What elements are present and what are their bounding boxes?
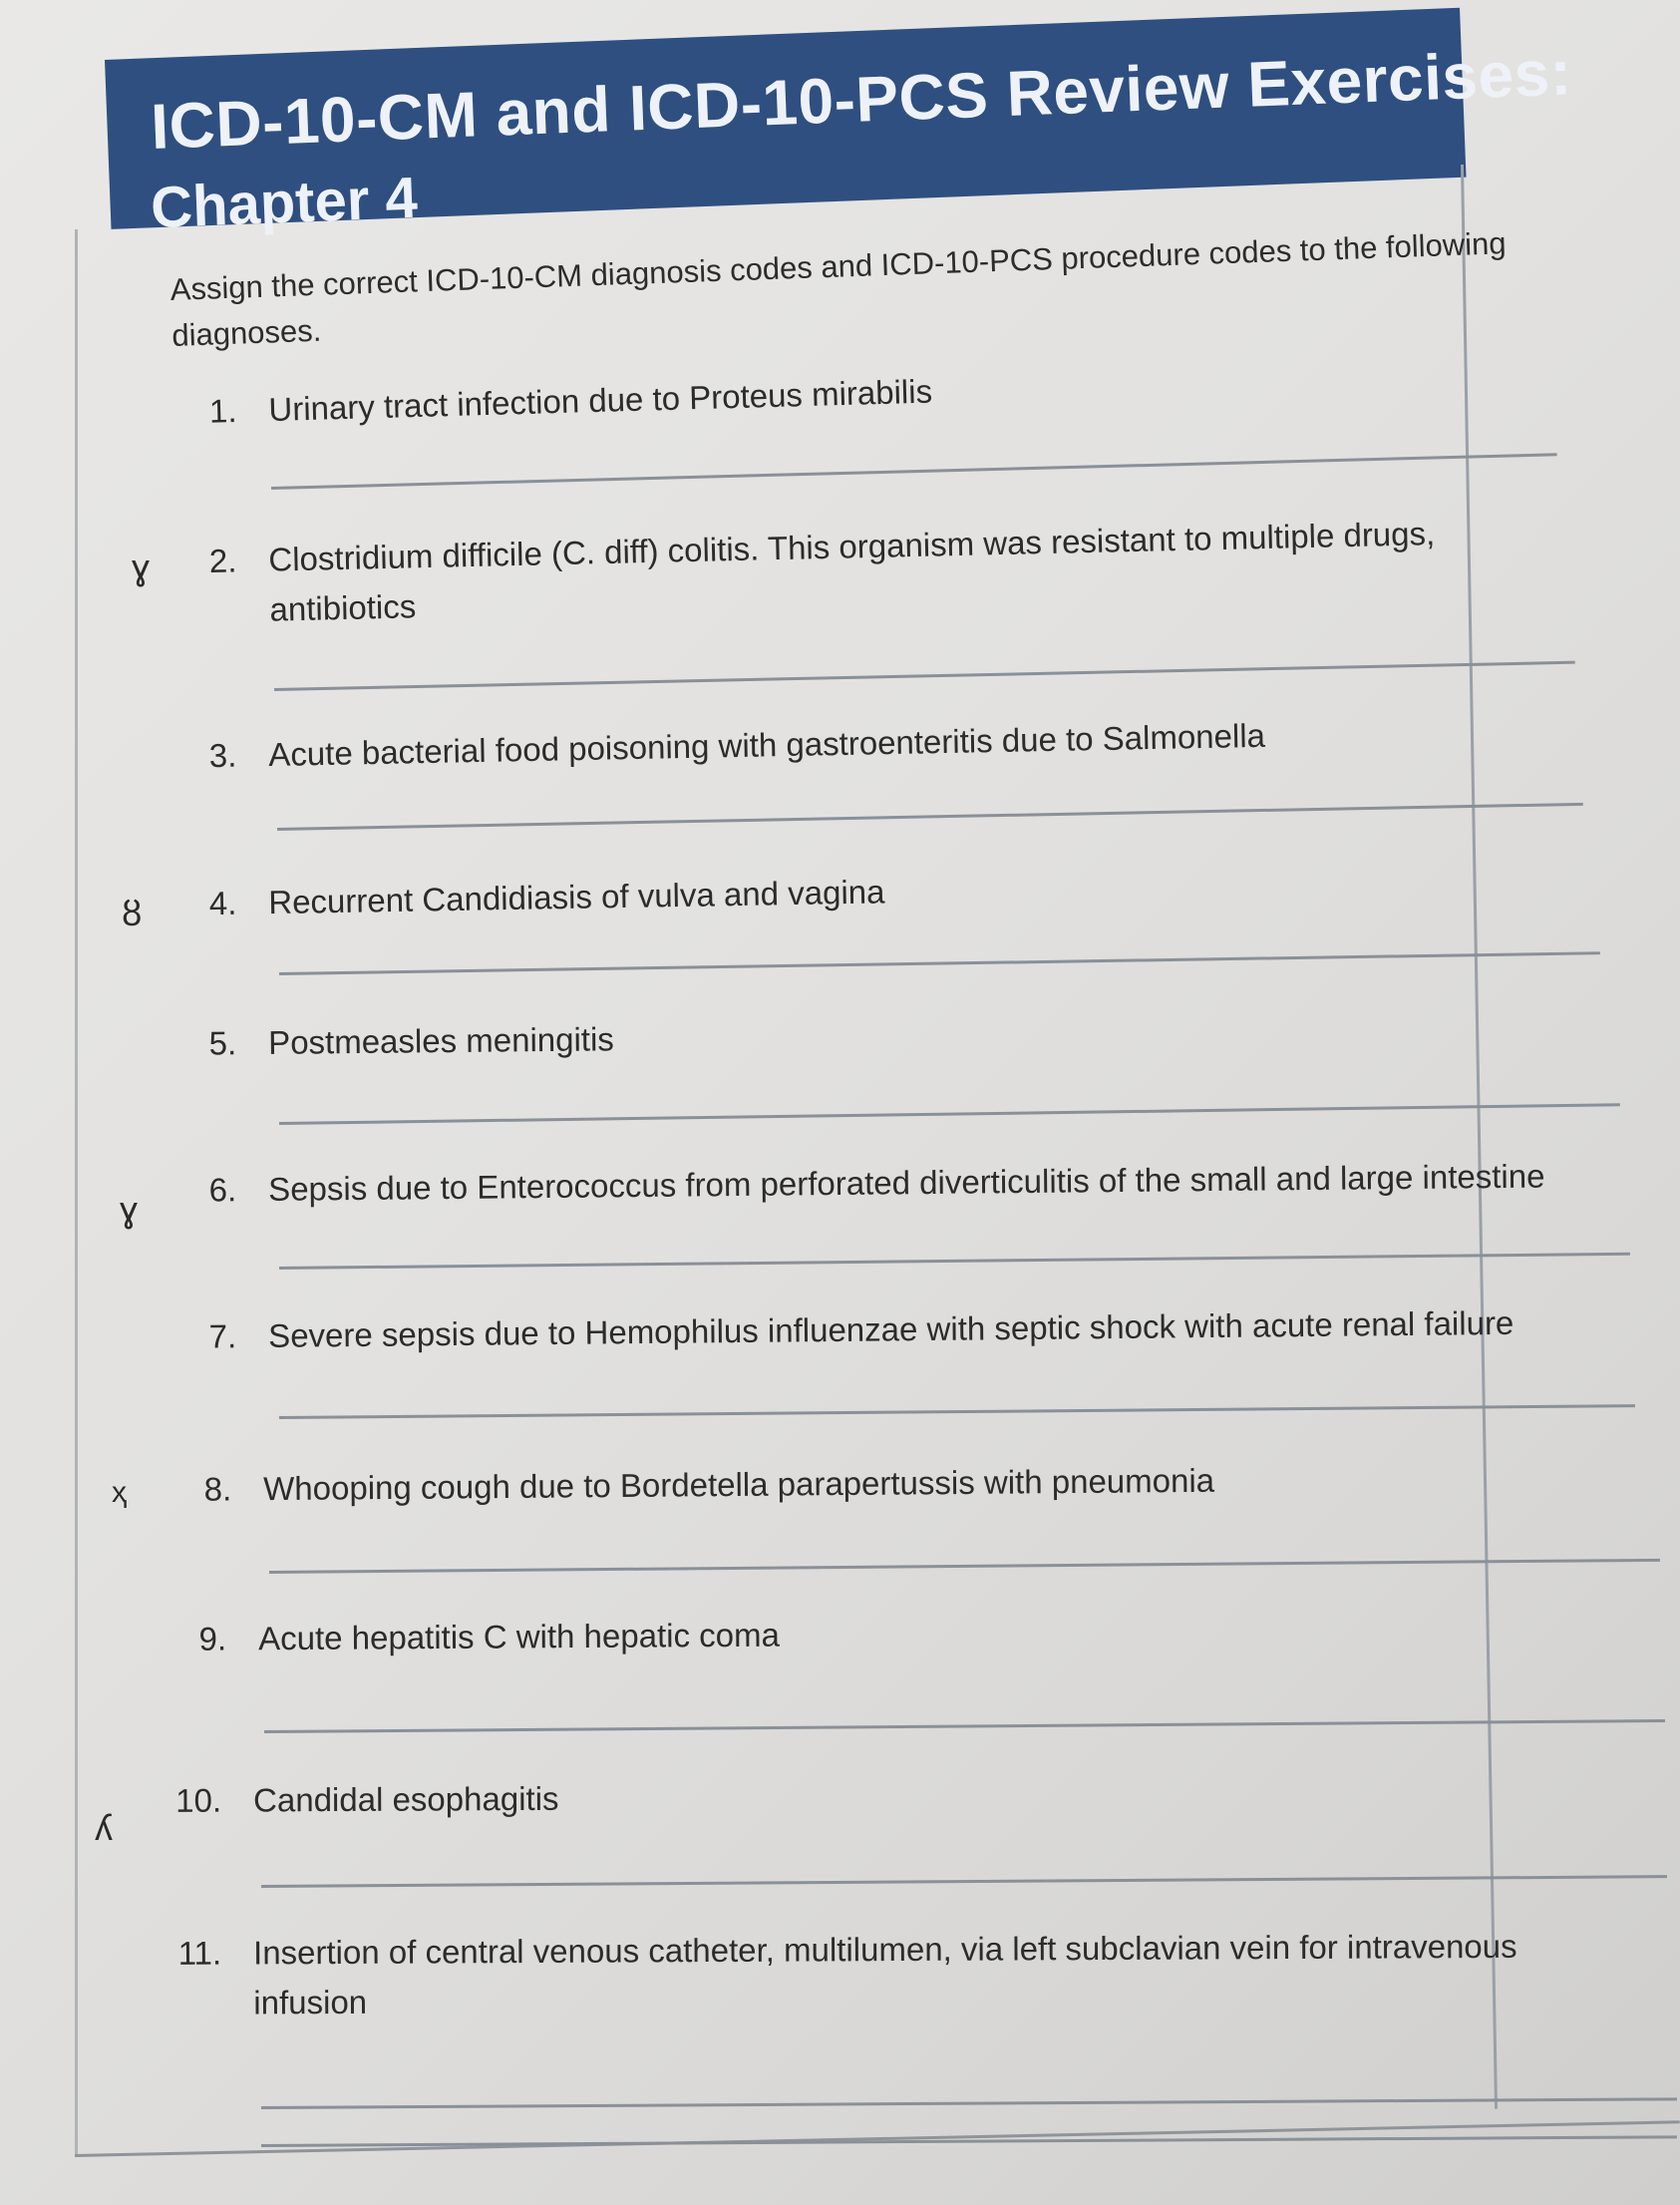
question-9	[155, 1617, 780, 1658]
question-7	[165, 1304, 1513, 1356]
question-text: Insertion of central venous catheter, multilumen, via left subclavian vein for intravenous	[252, 1927, 1517, 1972]
question-10	[150, 1780, 559, 1820]
question-number: 9.	[198, 1620, 227, 1657]
answer-line-9[interactable]	[264, 1719, 1665, 1733]
handwritten-mark: ʎ	[95, 1807, 113, 1848]
answer-line-5[interactable]	[279, 1103, 1620, 1125]
question-number: 5.	[208, 1024, 237, 1062]
question-text: Postmeasles meningitis	[267, 1020, 615, 1061]
question-number: 1.	[208, 391, 238, 430]
handwritten-mark: ɣ	[132, 547, 151, 587]
question-number: 6.	[208, 1171, 237, 1209]
question-text: Acute bacterial food poisoning with gastroenteritis due to Salmonella	[267, 716, 1266, 773]
question-6	[165, 1158, 1545, 1210]
question-text: Recurrent Candidiasis of vulva and vagina	[267, 873, 885, 921]
question-1	[165, 373, 933, 432]
frame-left-border	[75, 229, 78, 2154]
answer-line-1[interactable]	[271, 453, 1557, 490]
question-number: 7.	[208, 1317, 237, 1355]
question-text: Sepsis due to Enterococcus from perforated diverticulitis of the small and large intestine	[267, 1157, 1545, 1208]
question-text: Clostridium difficile (C. diff) colitis. This organism was resistant to multiple drugs,	[267, 515, 1436, 578]
question-number: 10.	[175, 1781, 222, 1819]
question-number: 4.	[208, 884, 237, 922]
instructions: Assign the correct ICD-10-CM diagnosis codes and ICD-10-PCS procedure codes to the following diagnoses.	[169, 225, 1508, 353]
answer-line-8[interactable]	[269, 1559, 1660, 1574]
answer-line-10[interactable]	[261, 1875, 1667, 1888]
question-continuation: antibiotics	[269, 587, 417, 628]
question-2	[165, 515, 1437, 631]
question-8	[160, 1462, 1214, 1509]
answer-line-3[interactable]	[277, 803, 1583, 831]
question-11	[150, 1928, 1517, 2022]
question-continuation: infusion	[253, 1983, 368, 2021]
question-3	[165, 717, 1265, 776]
answer-line-6[interactable]	[279, 1253, 1630, 1270]
question-text: Acute hepatitis C with hepatic coma	[257, 1616, 781, 1657]
question-number: 11.	[177, 1934, 222, 1972]
question-number: 3.	[208, 736, 237, 775]
question-number: 8.	[203, 1470, 232, 1508]
answer-line-7[interactable]	[279, 1404, 1635, 1419]
page-title: ICD-10-CM and ICD-10-PCS Review Exercises:	[150, 36, 1573, 163]
answer-line-2[interactable]	[274, 661, 1575, 691]
handwritten-mark: ȣ	[122, 893, 143, 933]
question-text: Candidal esophagitis	[252, 1779, 559, 1819]
chapter-heading: Chapter 4	[150, 165, 419, 240]
handwritten-mark: ɣ	[120, 1189, 139, 1230]
question-text: Whooping cough due to Bordetella parapertussis with pneumonia	[262, 1461, 1215, 1508]
question-text: Urinary tract infection due to Proteus mirabilis	[267, 372, 933, 429]
handwritten-mark: ҳ	[112, 1476, 127, 1509]
question-5	[165, 1020, 614, 1063]
answer-line-4[interactable]	[279, 951, 1600, 975]
question-text: Severe sepsis due to Hemophilus influenzae with septic shock with acute renal failure	[267, 1303, 1514, 1354]
question-4	[165, 873, 885, 923]
answer-line-11a[interactable]	[261, 2097, 1677, 2109]
question-number: 2.	[208, 542, 237, 579]
